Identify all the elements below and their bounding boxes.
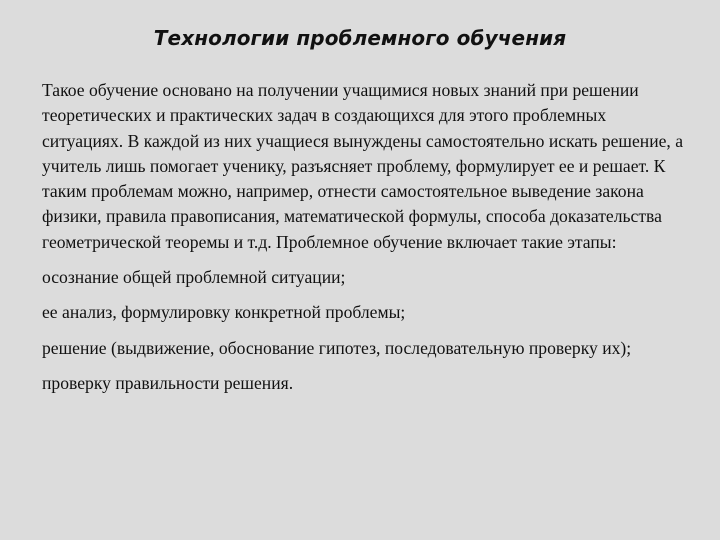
slide-title: Технологии проблемного обучения xyxy=(153,26,567,50)
stage-item: проверку правильности решения. xyxy=(42,372,294,393)
stage-item: решение (выдвижение, обоснование гипотез, последовательную проверку их); xyxy=(42,337,632,358)
slide-body xyxy=(42,78,690,396)
intro-paragraph: Такое обучение основано на получении учащимися новых знаний при решении теоретических и практических задач в создающихся для этого проблемных ситуациях. В каждой из них учащиеся вынуждены самостоятельно искать решение, а учитель лишь помогает ученику, разъясняет проблему, формулирует ее и решает. К таким проблемам можно, например, отнести самостоятельное выведение закона физики, правила правописания, математической формулы, способа доказательства геометрической теоремы и т.д. Проблемное обучение включает такие этапы: xyxy=(42,80,684,252)
stage-item: ее анализ, формулировку конкретной проблемы; xyxy=(42,302,406,323)
stage-item: осознание общей проблемной ситуации; xyxy=(42,267,346,288)
